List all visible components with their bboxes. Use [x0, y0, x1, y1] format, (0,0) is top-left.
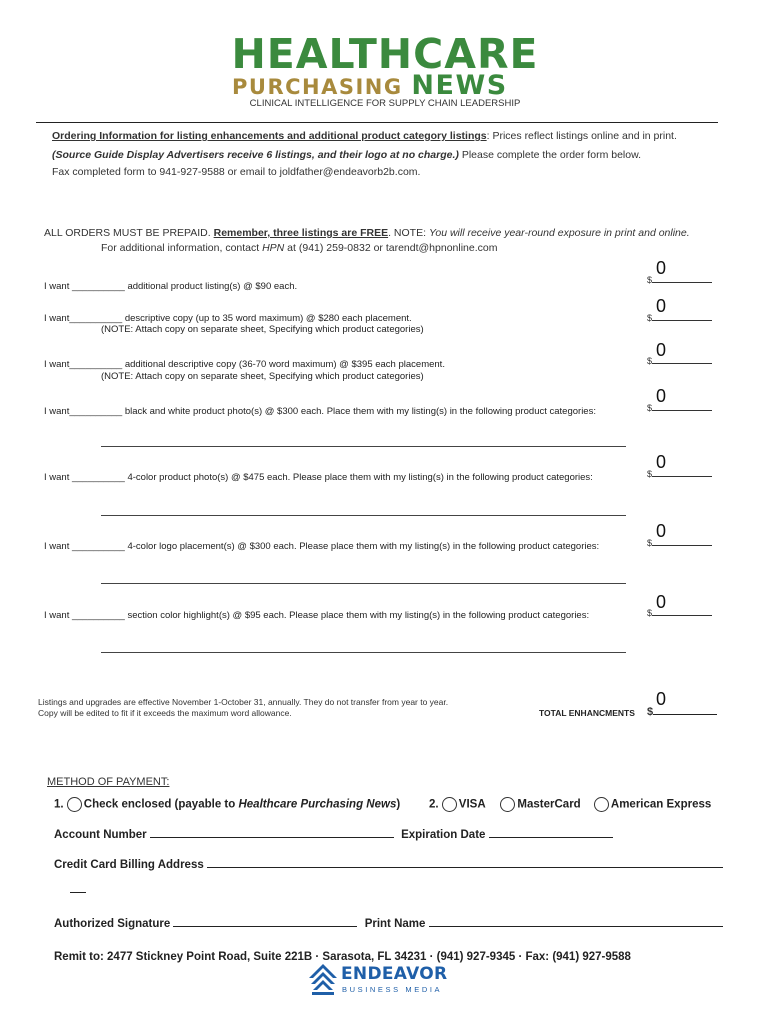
item-3-amount[interactable]: 0 [656, 340, 667, 360]
currency: $ [647, 469, 653, 479]
logo-news: NEWS [411, 70, 508, 101]
signature-row [54, 916, 723, 930]
intro-heading-rest: : Prices reflect listings online and in print. [486, 130, 677, 142]
item-7-amount[interactable]: 0 [656, 592, 667, 612]
effective-note: Listings and upgrades are effective November 1-October 31, annually. They do not transfer from year to year. [38, 697, 449, 707]
currency: $ [647, 356, 653, 366]
item-3-amount-field [647, 356, 712, 366]
visa-label: VISA [458, 798, 486, 811]
payment-option-check [54, 797, 400, 812]
intro-heading-title: Ordering Information for listing enhancements and additional product category listings [52, 130, 487, 142]
item-6-text[interactable]: I want __________ 4-color logo placement(s) @ $300 each. Please place them with my listing(s) in the following product categories: [44, 541, 600, 552]
mastercard-label: MasterCard [517, 798, 581, 811]
billing-continuation-line[interactable] [70, 892, 86, 893]
item-1-amount[interactable]: 0 [656, 258, 667, 278]
mastercard-radio[interactable] [500, 797, 515, 812]
currency: $ [647, 275, 653, 285]
billing-label: Credit Card Billing Address [54, 859, 204, 871]
item-2-note: (NOTE: Attach copy on separate sheet, Specifying which product categories) [101, 324, 424, 335]
endeavor-mark-icon [308, 963, 338, 995]
expiration-label: Expiration Date [401, 829, 486, 841]
logo-subtitle [232, 70, 508, 101]
payment-heading: METHOD OF PAYMENT: [47, 776, 170, 788]
opt1-a: Check enclosed (payable to [83, 798, 239, 811]
total-label: TOTAL ENHANCMENTS [539, 708, 635, 718]
item-4-amount-field [647, 403, 712, 413]
item-5-amount-field [647, 469, 712, 479]
item-3-text[interactable]: I want__________ additional descriptive copy (36-70 word maximum) @ $395 each placement. [44, 359, 445, 370]
opt1-c: ) [396, 798, 401, 811]
signature-field[interactable] [173, 916, 357, 927]
prepaid-line [44, 227, 744, 239]
intro-fax: Fax completed form to 941-927-9588 or email to joldfather@endeavorb2b.com. [52, 166, 421, 178]
billing-row [54, 857, 723, 871]
print-name-field[interactable] [429, 916, 723, 927]
opt1-b: Healthcare Purchasing News [238, 798, 397, 811]
opt1-num: 1. [54, 798, 64, 811]
item-5-amount[interactable]: 0 [656, 452, 667, 472]
billing-address-field[interactable] [207, 857, 723, 868]
prepaid-contact [101, 242, 497, 254]
contact-b: HPN [262, 242, 285, 254]
endeavor-logo [308, 963, 448, 997]
item-1-amount-field [647, 275, 712, 285]
header-rule [36, 122, 718, 123]
opt2-num: 2. [429, 798, 439, 811]
item-7-amount-field [647, 608, 712, 618]
amex-radio[interactable] [594, 797, 609, 812]
item-2-amount[interactable]: 0 [656, 296, 667, 316]
account-row [54, 827, 613, 841]
item-7-text[interactable]: I want __________ section color highlight(s) @ $95 each. Please place them with my listing(s) in the following product categories: [44, 610, 590, 621]
item-2-amount-field [647, 313, 712, 323]
item-4-categories-line[interactable] [101, 446, 626, 447]
intro-line2 [52, 149, 732, 161]
tagline: CLINICAL INTELLIGENCE FOR SUPPLY CHAIN LEADERSHIP [249, 98, 521, 109]
currency: $ [647, 706, 654, 718]
prepaid-free: Remember, three listings are FREE [213, 227, 389, 239]
currency: $ [647, 608, 653, 618]
amex-label: American Express [610, 798, 712, 811]
currency: $ [647, 538, 653, 548]
prepaid-lead: ALL ORDERS MUST BE PREPAID. [44, 227, 214, 239]
item-5-text[interactable]: I want __________ 4-color product photo(s) @ $475 each. Please place them with my listing(s) in the following product categories: [44, 472, 593, 483]
item-6-amount-field [647, 538, 712, 548]
item-4-amount[interactable]: 0 [656, 386, 667, 406]
account-label: Account Number [54, 829, 147, 841]
contact-c: at (941) 259-0832 or tarendt@hpnonline.com [284, 242, 498, 254]
item-5-categories-line[interactable] [101, 515, 626, 516]
account-number-field[interactable] [150, 827, 394, 838]
visa-radio[interactable] [442, 797, 457, 812]
intro-line2-rest: Please complete the order form below. [458, 149, 642, 161]
copy-note: Copy will be edited to fit if it exceeds the maximum word allowance. [38, 708, 292, 718]
contact-a: For additional information, contact [101, 242, 263, 254]
check-radio[interactable] [67, 797, 82, 812]
remit-address: Remit to: 2477 Stickney Point Road, Suite 221B · Sarasota, FL 34231 · (941) 927-9345 · Fax: (941) 927-9588 [54, 951, 631, 963]
item-6-categories-line[interactable] [101, 583, 626, 584]
currency: $ [647, 403, 653, 413]
intro-line2-bold: (Source Guide Display Advertisers receive 6 listings, and their logo at no charge.) [52, 149, 459, 161]
prepaid-note-b: You will receive year-round exposure in print and online. [428, 227, 690, 239]
print-name-label: Print Name [364, 918, 426, 930]
item-3-note: (NOTE: Attach copy on separate sheet, Specifying which product categories) [101, 371, 424, 382]
intro-heading [52, 130, 732, 142]
item-4-text[interactable]: I want__________ black and white product photo(s) @ $300 each. Place them with my listing(s) in the following product categories: [44, 406, 596, 417]
endeavor-name: ENDEAVOR [341, 964, 448, 984]
item-1-text[interactable]: I want __________ additional product listing(s) @ $90 each. [44, 281, 298, 292]
item-6-amount[interactable]: 0 [656, 521, 667, 541]
total-amount[interactable]: 0 [656, 689, 667, 709]
expiration-field[interactable] [489, 827, 613, 838]
payment-option-cards [429, 797, 711, 812]
prepaid-note-a: . NOTE: [388, 227, 429, 239]
total-amount-field [647, 706, 717, 718]
item-2-text[interactable]: I want__________ descriptive copy (up to 35 word maximum) @ $280 each placement. [44, 313, 412, 324]
logo-title: HEALTHCARE [231, 30, 539, 78]
endeavor-sub: BUSINESS MEDIA [342, 985, 443, 994]
currency: $ [647, 313, 653, 323]
logo-purchasing: PURCHASING [232, 75, 403, 99]
item-7-categories-line[interactable] [101, 652, 626, 653]
signature-label: Authorized Signature [54, 918, 171, 930]
